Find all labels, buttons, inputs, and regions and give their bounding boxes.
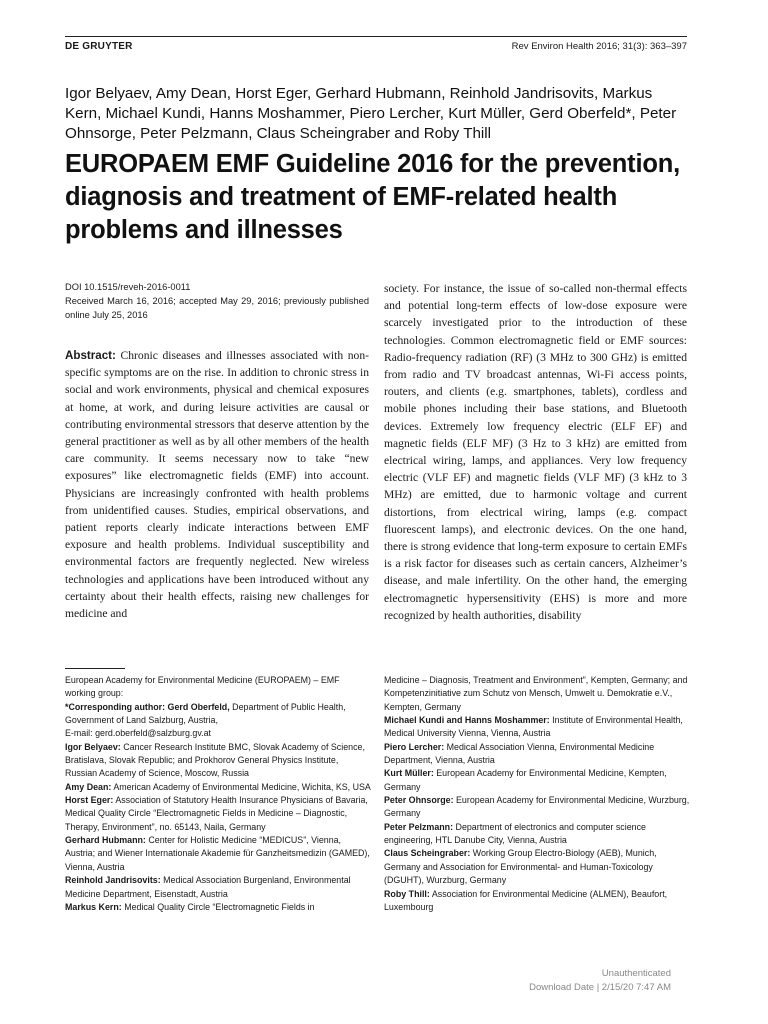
affiliation-name: Igor Belyaev: [65,741,121,752]
affiliation-name: Michael Kundi and Hanns Moshammer: [384,715,550,726]
affiliation-text: European Academy for Environmental Medicine, Kempten, Germany [384,768,667,792]
affiliation-text: Department of electronics and computer science engineering, HTL Danube City, Vienna, Austria [384,821,646,846]
affiliation-entry [384,888,690,915]
affiliation-text: Cancer Research Institute BMC, Slovak Academy of Science, Bratislava, Slovak Republic; and Prokhorov General Physics Institute, Russian Academy of Science, Moscow, Russia [65,741,365,779]
publisher-name: DE GRUYTER [65,41,133,52]
footnote-rule [65,668,125,669]
affiliation-text: Center for Holistic Medicine “MEDICUS”, Vienna, Austria; and Wiener Internationale Akademie für Ganzheitsmedizin (GAMED), Vienna, Austria [65,835,370,872]
affiliation-text: Medical Association Vienna, Environmental Medicine Department, Vienna, Austria [384,741,655,766]
abstract [65,347,369,622]
abstract-text: Chronic diseases and illnesses associated with non-specific symptoms are on the rise. In addition to chronic stress in social and work environments, physical and chemical exposures at home, at work, and during leisure activities are causal or contributing environmental stressors that deserve attention by the general practitioner as well as by all other members of the health care community. It seems necessary now to take “new exposures” like electromagnetic fields (EMF) into account. Physicians are increasingly confronted with health problems from unidentified causes. Studies, empirical observations, and patient reports clearly indicate interactions between EMF exposure and health problems. Individual susceptibility and environmental factors are frequently neglected. New wireless technologies and applications have been introduced without any certainty about their health effects, raising new challenges for medicine and [65,349,369,621]
affiliation-text: Institute of Environmental Health, Medical University Vienna, Vienna, Austria [384,715,683,739]
affiliation-name: Claus Scheingraber: [384,848,471,859]
affiliation-name: Piero Lercher: [384,741,445,752]
affiliation-name: Reinhold Jandrisovits: [65,875,161,886]
affiliation-name: Peter Pelzmann: [384,821,454,832]
download-stamp [529,967,671,994]
affiliation-entry [65,781,371,794]
article-title: EUROPAEM EMF Guideline 2016 for the prevention, diagnosis and treatment of EMF-related health problems and illnesses [65,150,680,244]
affiliation-entry [65,794,371,834]
affiliation-name: Horst Eger: [65,795,114,806]
corresponding-author-affiliation: Department of Public Health, Government of Land Salzburg, Austria, [65,701,346,726]
affiliation-name: Roby Thill: [384,888,430,899]
affiliation-intro: European Academy for Environmental Medicine (EUROPAEM) – EMF working group: [65,675,340,699]
affiliation-entry [384,794,690,821]
affiliation-name: Kurt Müller: [384,768,434,779]
body-text-column-2: society. For instance, the issue of so-called non-thermal effects and potential long-term effects of low-dose exposure were scarcely investigated prior to the introduction of these technologies. Common electromagnetic field or EMF sources: Radio-frequency radiation (RF) (3 MHz to 300 GHz) is emitted from radio and TV broadcast antennas, Wi-Fi access points, routers, and clients (e.g. smartphones, tablets), cordless and mobile phones including their base stations, and Bluetooth devices. Extremely low frequency electric (ELF EF) and magnetic fields (ELF MF) (3 Hz to 3 kHz) are emitted from electrical wiring, lamps, and appliances. Very low frequency electric (VLF EF) and magnetic fields (VLF MF) (3 kHz to 3 MHz) are emitted, due to harmonic voltage and current distortions, from electrical wiring, lamps (e.g. compact fluorescent lamps), and electronic devices. On the one hand, there is strong evidence that long-term exposure to certain EMFs is a risk factor for diseases such as certain cancers, Alzheimer’s disease, and male infertility. On the other hand, the emerging electromagnetic hypersensitivity (EHS) is more and more recognized by health authorities, disability [384,282,687,622]
affiliation-entry [384,847,690,887]
affiliation-entry [384,714,690,741]
affiliation-name: Peter Ohnsorge: [384,795,454,806]
affiliation-text: Medical Quality Circle “Electromagnetic Fields in [124,901,315,912]
affiliation-continuation: Medicine – Diagnosis, Treatment and Environment”, Kempten, Germany; and Kompetenzinitiative zum Schutz von Mensch, Umwelt u. Demokratie e.V., Kempten, Germany [384,675,688,712]
corresponding-email[interactable]: E-mail: gerd.oberfeld@salzburg.gv.at [65,728,211,739]
affiliation-entry [65,874,371,901]
auth-status: Unauthenticated [601,968,671,979]
affiliation-entry [65,834,371,874]
affiliation-text: Association of Statutory Health Insurance Physicians of Bavaria, Medical Quality Circle “Electromagnetic Fields in Medicine – Diagnostic, Therapy, Environment”, no. 65143, Naila, Germany [65,795,368,832]
article-metadata [65,280,369,322]
download-date: Download Date | 2/15/20 7:47 AM [529,981,671,993]
journal-reference: Rev Environ Health 2016; 31(3): 363–397 [511,41,687,52]
corresponding-author-label: *Corresponding author: Gerd Oberfeld, [65,701,230,712]
affiliation-entry [65,741,371,781]
affiliations-right [384,674,690,914]
affiliation-name: Markus Kern: [65,901,122,912]
affiliation-entry [384,821,690,848]
author-list: Igor Belyaev, Amy Dean, Horst Eger, Gerhard Hubmann, Reinhold Jandrisovits, Markus Kern, Michael Kundi, Hanns Moshammer, Piero Lercher, Kurt Müller, Gerd Oberfeld*, Peter Ohnsorge, Peter Pelzmann, Claus Scheingraber and Roby Thill [65,85,677,143]
publication-dates: Received March 16, 2016; accepted May 29, 2016; previously published online July 25, 2016 [65,296,369,320]
affiliation-text: Association for Environmental Medicine (ALMEN), Beaufort, Luxembourg [384,888,668,912]
affiliation-entry [65,901,371,914]
affiliation-text: American Academy of Environmental Medicine, Wichita, KS, USA [113,781,371,792]
affiliation-name: Gerhard Hubmann: [65,835,146,846]
doi[interactable]: DOI 10.1515/reveh-2016-0011 [65,282,191,292]
affiliation-entry [384,741,690,768]
affiliation-text: Working Group Electro-Biology (AEB), Munich, Germany and Association for Environmental- and Human-Toxicology (DGUHT), Wurzburg, Germany [384,848,657,886]
affiliation-text: European Academy for Environmental Medicine, Wurzburg, Germany [384,795,690,819]
abstract-label: Abstract: [65,349,116,362]
header-rule [65,36,687,37]
affiliation-entry [384,767,690,794]
affiliation-text: Medical Association Burgenland, Environmental Medicine Department, Eisenstadt, Austria [65,875,351,899]
affiliation-name: Amy Dean: [65,781,112,792]
corresponding-author [65,701,371,728]
affiliations-left [65,674,371,914]
